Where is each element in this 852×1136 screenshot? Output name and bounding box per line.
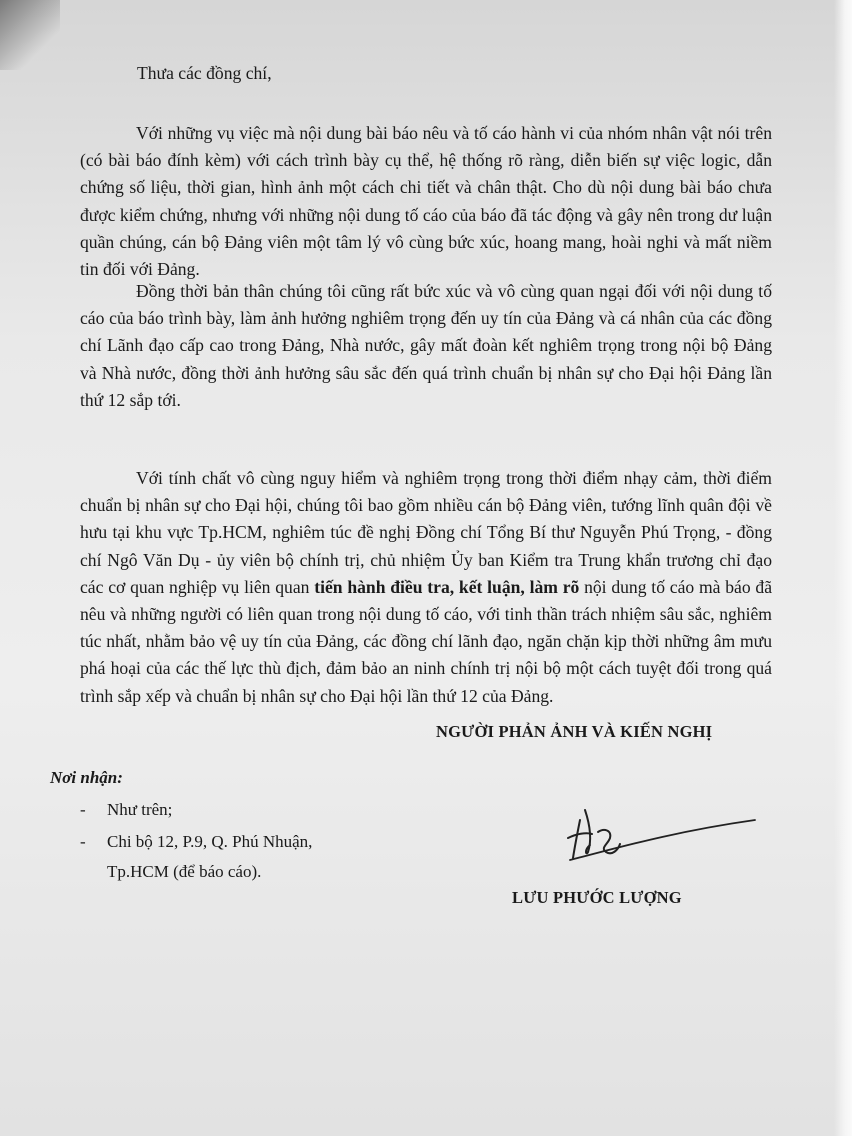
page-right-edge: [834, 0, 852, 1136]
paragraph-1: Với những vụ việc mà nội dung bài báo nêu và tố cáo hành vi của nhóm nhân vật nói trên (có bài báo đính kèm) với cách trình bày cụ thể, hệ thống rõ ràng, diễn biến sự việc logic, dẫn chứng số liệu, thời gian, hình ảnh một cách chi tiết và chân thật. Cho dù nội dung bài báo chưa được kiểm chứng, nhưng với những nội dung tố cáo của báo đã tác động và gây nên trong dư luận quần chúng, cán bộ Đảng viên một tâm lý vô cùng bức xúc, hoang mang, hoài nghi và mất niềm tin đối với Đảng.: [80, 123, 772, 280]
paragraph-3: [80, 465, 772, 710]
recipient-item-text: Như trên;: [107, 800, 173, 819]
paragraph-3-bold-text: tiến hành điều tra, kết luận, làm rõ: [314, 576, 580, 597]
handwritten-signature: [540, 790, 770, 880]
sender-title: NGƯỜI PHẢN ẢNH VÀ KIẾN NGHỊ: [436, 722, 713, 741]
recipient-item: [80, 800, 172, 820]
signer-name: LƯU PHƯỚC LƯỢNG: [512, 888, 682, 907]
recipients-heading: Nơi nhận:: [50, 768, 123, 787]
recipient-item-continued: Tp.HCM (để báo cáo).: [107, 862, 262, 881]
page-corner-shadow: [0, 0, 60, 70]
paragraph-3-text-b: nội dung tố cáo mà báo đã nêu và những người có liên quan trong nội dung tố cáo, với tinh thần trách nhiệm sâu sắc, nghiêm túc nhất, nhằm bảo vệ uy tín của Đảng, các đồng chí lãnh đạo, ngăn chặn kịp thời những âm mưu phá hoại của các thế lực thù địch, đảm bảo an ninh chính trị nội bộ một cách tuyệt đối trong quá trình sắp xếp và chuẩn bị nhân sự cho Đại hội lần thứ 12 của Đảng.: [80, 576, 772, 706]
paragraph-2: Đồng thời bản thân chúng tôi cũng rất bức xúc và vô cùng quan ngại đối với nội dung tố cáo của báo trình bày, làm ảnh hưởng nghiêm trọng đến uy tín của Đảng và cá nhân của các đồng chí Lãnh đạo cấp cao trong Đảng, Nhà nước, gây mất đoàn kết nghiêm trọng trong nội bộ Đảng và Nhà nước, đồng thời ảnh hưởng sâu sắc đến quá trình chuẩn bị nhân sự cho Đại hội Đảng lần thứ 12 sắp tới.: [80, 281, 772, 410]
bullet-dash: -: [80, 832, 86, 851]
paragraph-3-text-a: Với tính chất vô cùng nguy hiểm và nghiêm trọng trong thời điểm nhạy cảm, thời điểm chuẩn bị nhân sự cho Đại hội, chúng tôi bao gồm nhiều cán bộ Đảng viên, tướng lĩnh quân đội về hưu tại khu vực Tp.HCM, nghiêm túc đề nghị Đồng chí Tổng Bí thư Nguyễn Phú Trọng, - đồng chí Ngô Văn Dụ - ủy viên bộ chính trị, chủ nhiệm Ủy ban Kiểm tra Trung khẩn trương chỉ đạo các cơ quan nghiệp vụ liên quan: [80, 468, 772, 597]
bullet-dash: -: [80, 800, 86, 819]
recipient-item-text: Chi bộ 12, P.9, Q. Phú Nhuận,: [107, 832, 313, 851]
salutation: Thưa các đồng chí,: [137, 63, 272, 83]
recipient-item: [80, 832, 312, 852]
